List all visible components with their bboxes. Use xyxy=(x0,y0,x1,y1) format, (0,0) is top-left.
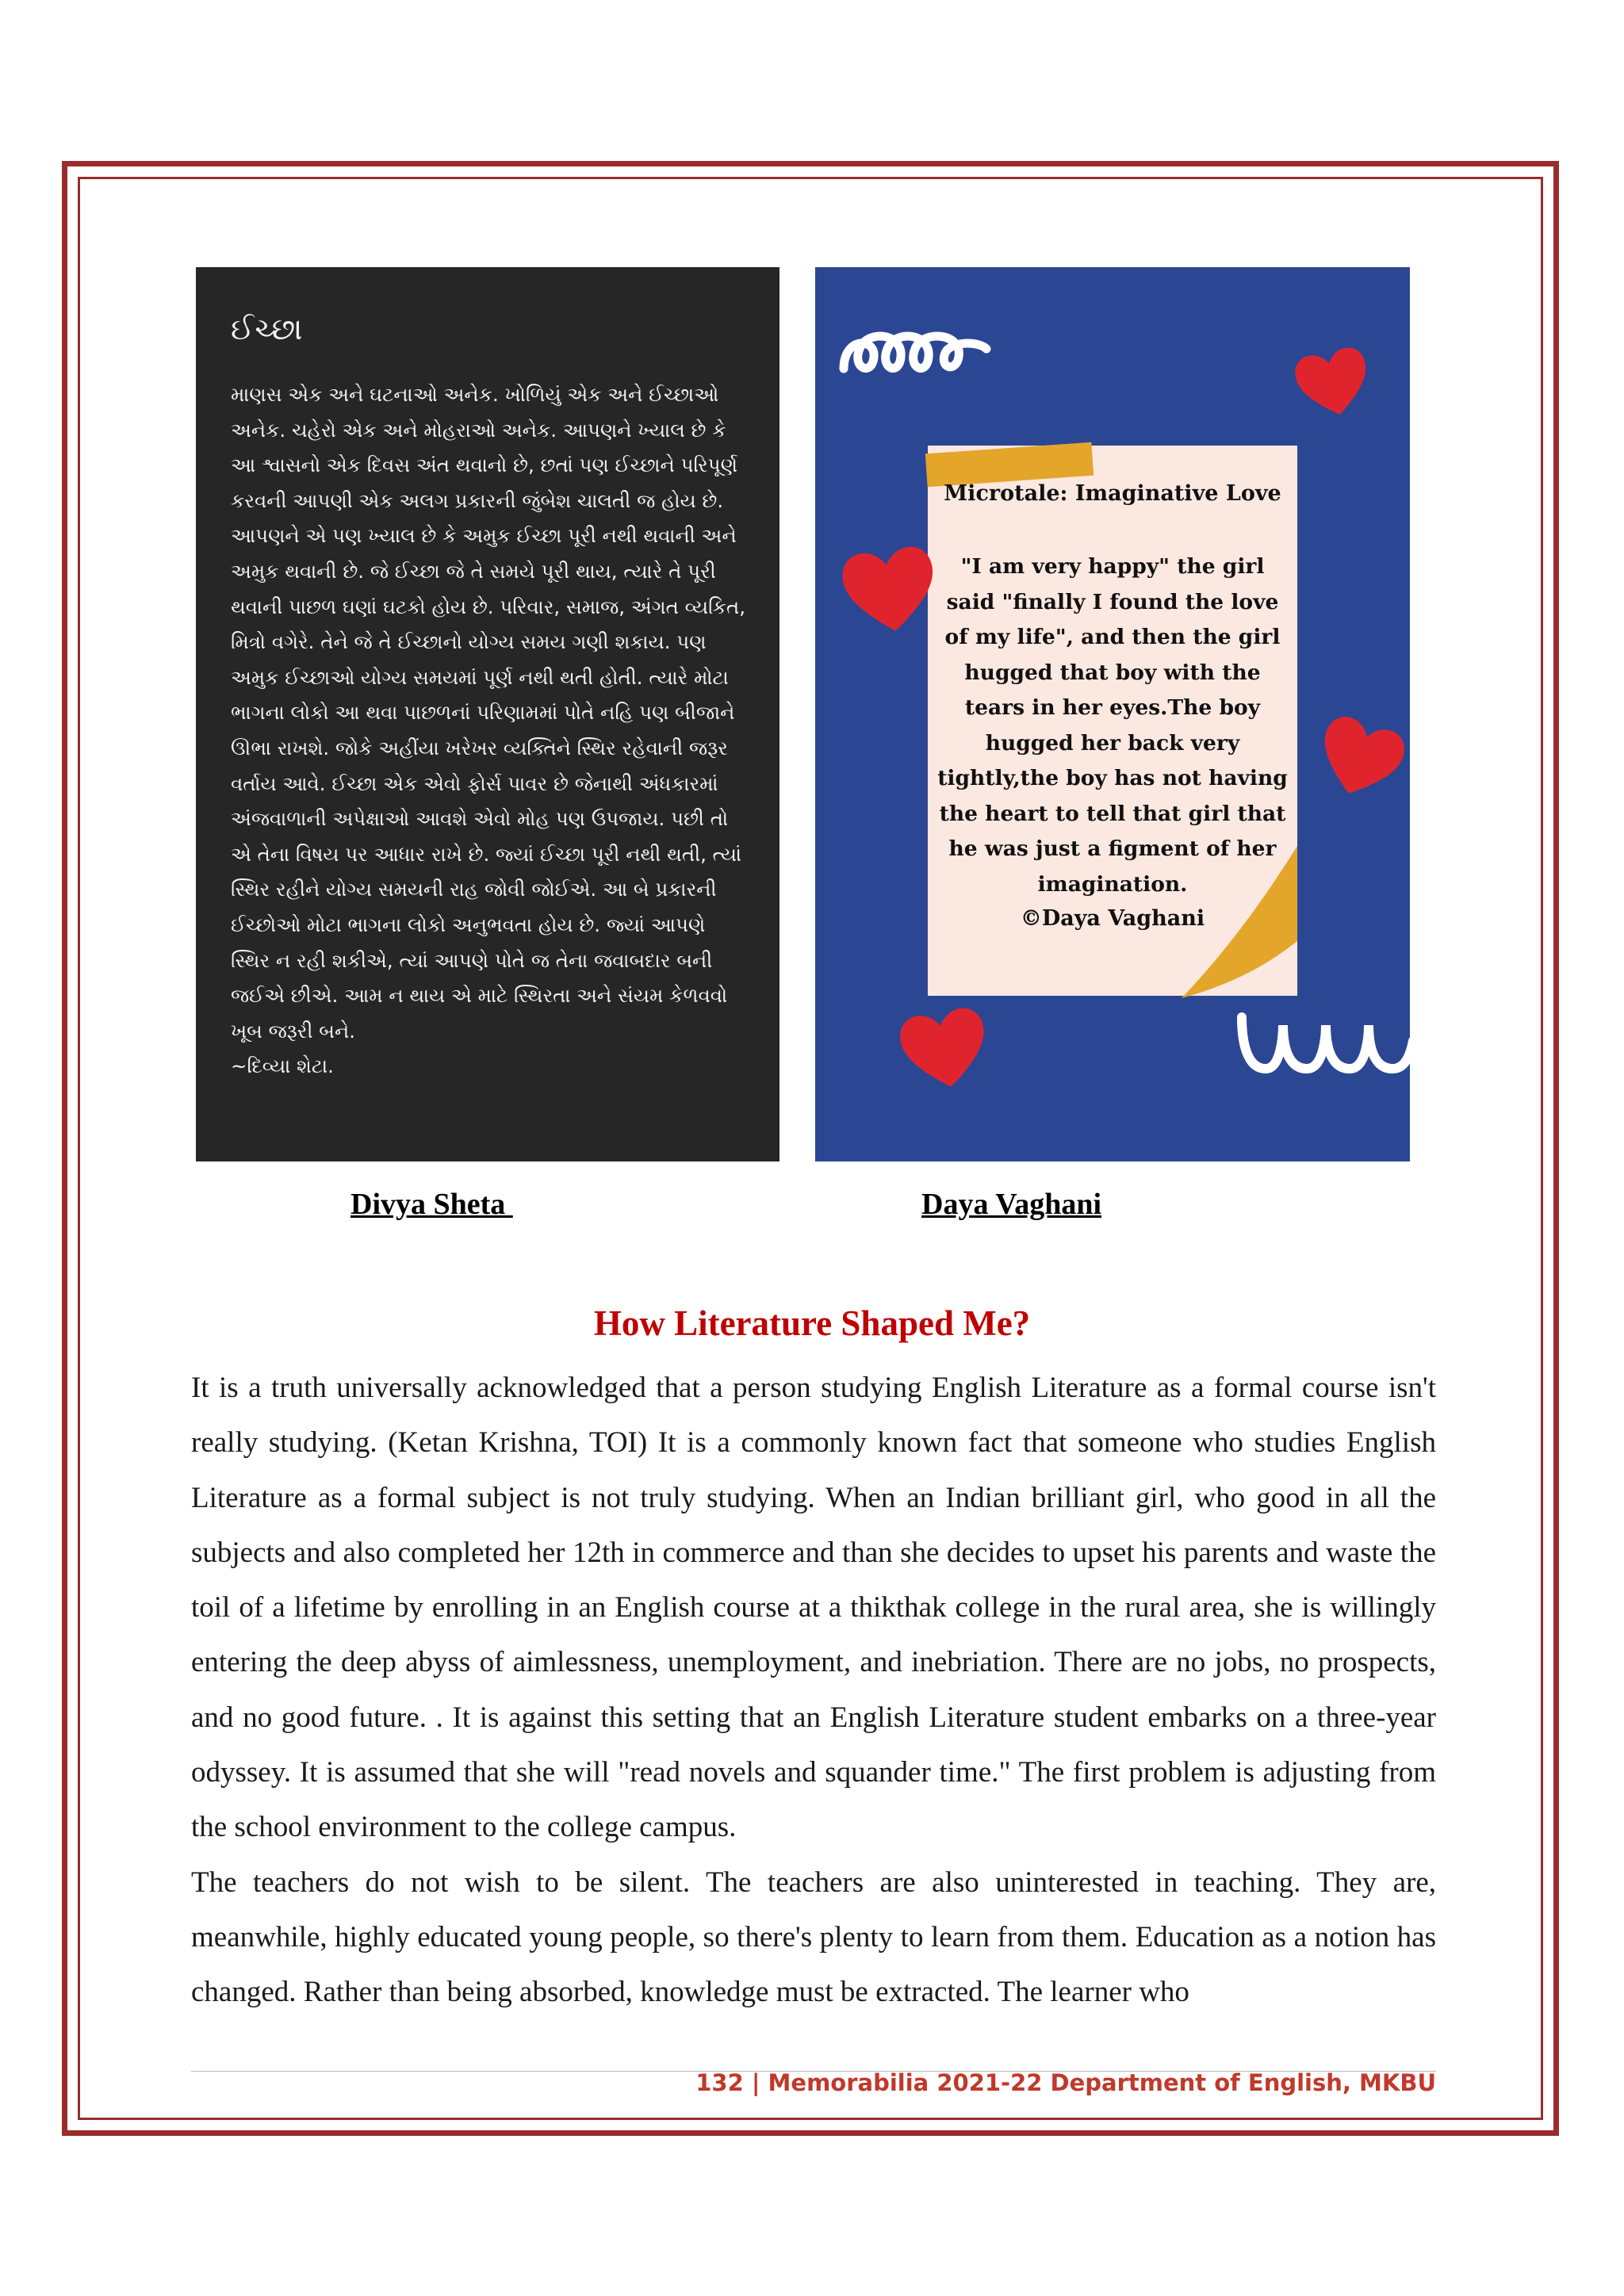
panel-signature: ~દિવ્યા શેટા. xyxy=(231,1054,334,1078)
heart-icon xyxy=(893,997,996,1100)
gujarati-text-panel xyxy=(196,267,779,1161)
heart-icon xyxy=(1311,708,1410,807)
article-paragraph-1: It is a truth universally acknowledged that a person studying English Literature as a formal course isn't really studying. (Ketan Krishna, TOI) It is a commonly known fact that someone who studies English Literature as a formal subject is not truly studying. When an Indian brilliant girl, who good in all the subjects and also completed her 12th in commerce and than she decides to upset his parents and waste the toil of a lifetime by enrolling in an English course at a thikthak college in the rural area, she is willingly entering the deep abyss of aimlessness, unemployment, and inebriation. There are no jobs, no prospects, and no good future. . It is against this setting that an English Literature student embarks on a three-year odyssey. It is assumed that she will "read novels and squander time." The first problem is adjusting from the school environment to the college campus. xyxy=(191,1372,1436,1844)
article-body xyxy=(191,1360,1436,2020)
note-title: Microtale: Imaginative Love xyxy=(944,481,1281,506)
squiggle-top-icon xyxy=(836,321,994,385)
page-footer: 132 | Memorabilia 2021-22 Department of English, MKBU xyxy=(695,2069,1436,2096)
caption-right: Daya Vaghani xyxy=(921,1188,1102,1221)
caption-left: Divya Sheta xyxy=(350,1188,513,1221)
note-signature: ©Daya Vaghani xyxy=(1020,906,1205,931)
squiggle-bottom-icon xyxy=(1234,1001,1410,1096)
article-heading: How Literature Shaped Me? xyxy=(593,1303,1031,1343)
microtale-poster xyxy=(815,267,1410,1161)
panel-body: માણસ એક અને ઘટનાઓ અનેક. ખોળિયું એક અને ઈચ્છાઓ અનેક. ચહેરો એક અને મોહરાઓ અનેક. આપણને ખ્યાલ છે કે આ શ્વાસનો એક દિવસ અંત થવાનો છે, છતાં પણ ઈચ્છાને પરિપૂર્ણ કરવની આપણી એક અલગ પ્રકારની જુંબેશ ચાલતી જ હોય છે. આપણને એ પણ ખ્યાલ છે કે અમુક ઈચ્છા પૂરી નથી થવાની અને અમુક થવાની છે. જે ઈચ્છા જે તે સમયે પૂરી થાય, ત્યારે તે પૂરી થવાની પાછળ ઘણાં ઘટકો હોય છે. પરિવાર, સમાજ, અંગત વ્યકિત, મિત્રો વગેરે. તેને જે તે ઈચ્છાનો યોગ્ય સમય ગણી શકાય. પણ અમુક ઈચ્છાઓ યોગ્ય સમયમાં પૂર્ણ નથી થતી હોતી. ત્યારે મોટા ભાગના લોકો આ થવા પાછળનાં પરિણામમાં પોતે નહિ પણ બીજાને ઊભા રાખશે. જોકે અહીંયા ખરેખર વ્યક્તિને સ્થિર રહેવાની જરૂર વર્તાય આવે. ઈચ્છા એક એવો ફોર્સ પાવર છે જેનાથી અંધકારમાં અંજવાળાની અપેક્ષાઓ આવશે એવો મોહ પણ ઉપજાય. પછી તો એ તેના વિષય પર આધાર રાખે છે. જ્યાં ઈચ્છા પૂરી નથી થતી, ત્યાં સ્થિર રહીને યોગ્ય સમયની રાહ જોવી જોઈએ. આ બે પ્રકારની ઈચ્છોઓ મોટા ભાગના લોકો અનુભવતા હોય છે. જ્યાં આપણે સ્થિર ન રહી શકીએ, ત્યાં આપણે પોતે જ તેના જવાબદાર બની જઈએ છીએ. આમ ન થાય એ માટે સ્થિરતા અને સંયમ કેળવવો ખૂબ જરૂરી બને. xyxy=(231,383,745,1043)
panel-title: ઈચ્છા xyxy=(231,312,304,346)
heart-icon xyxy=(1289,339,1377,426)
article-paragraph-2: The teachers do not wish to be silent. The teachers are also uninterested in teaching. They are, meanwhile, highly educated young people, so there's plenty to learn from them. Education as a notion has changed. Rather than being absorbed, knowledge must be extracted. The learner who xyxy=(191,1866,1436,2009)
heart-icon xyxy=(834,534,945,645)
note-text: "I am very happy" the girl said "finally I found the love of my life", and then the girl hugged that boy with the tears in her eyes.The boy hugged her back very tightly,the boy has not having the heart to tell that girl that he was just a figment of her imagination. xyxy=(937,554,1288,897)
